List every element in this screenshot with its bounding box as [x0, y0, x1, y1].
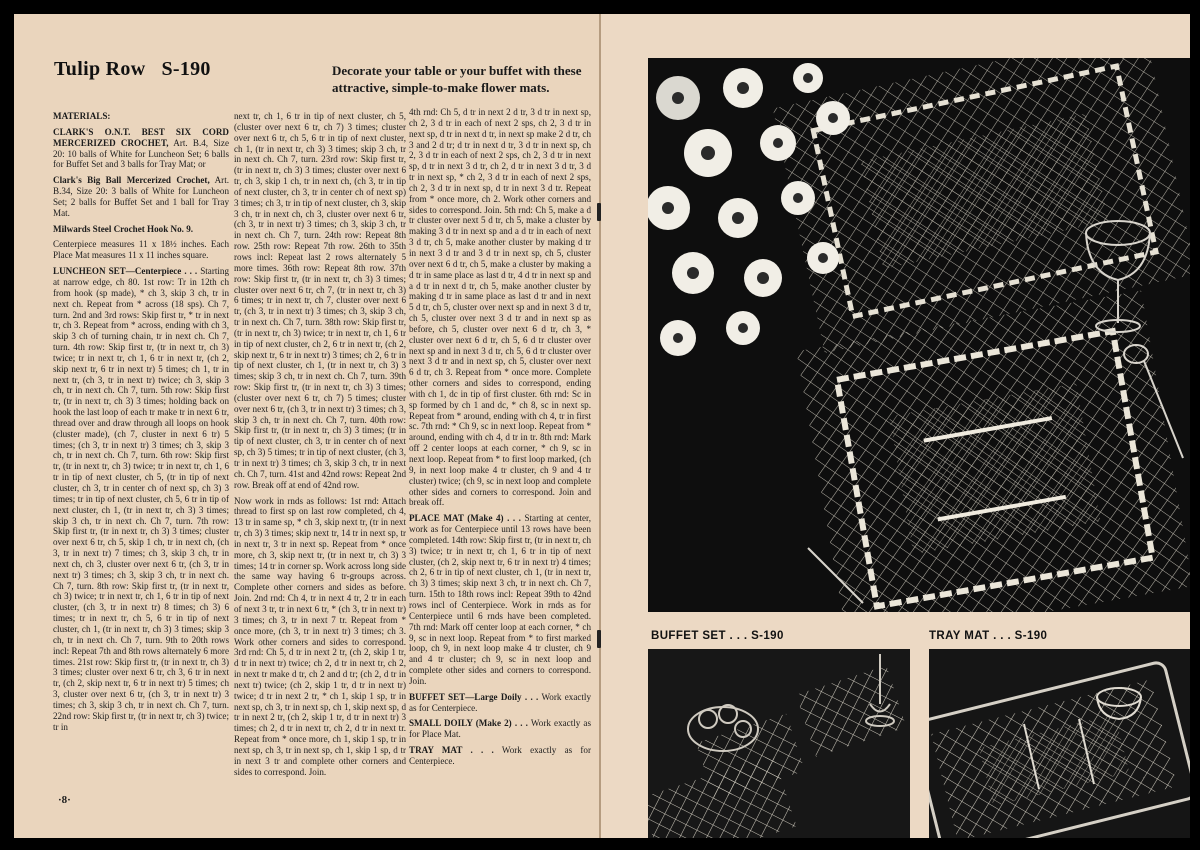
materials-heading [53, 111, 229, 122]
instruction-paragraph [409, 745, 591, 767]
instruction-paragraph [234, 111, 406, 491]
paragraph-text: Work exactly as for Centerpiece. [409, 691, 591, 713]
paragraph-text: next tr, ch 1, 6 tr in tip of next cluster, ch 5, (cluster over next 6 tr, ch 7) 3 times; cluster over next 6 tr, ch 5, 6 tr in tip of next cluster, ch 1, (tr in next tr, ch 3) 3 times; skip 3 ch, tr in next ch. Ch 7, turn. 23rd row: Skip first tr, (tr in next tr, ch 3) 3 times; cluster over next 6 tr, ch 3, skip 1 ch, tr in next ch, (ch 3, tr in tip of next cluster, ch 3, tr in center ch of next sp) 3 times; ch 3, tr in tip of next cluster, ch 3, skip 3 ch, tr in next ch, ch 3, cluster over next 6 tr, (ch 3, tr in next tr) 3 times; ch 3, skip 3 ch, tr in next ch. Ch 7, turn. 24th row: Repeat 8th row. 25th row: Repeat 7th row. 26th to 35th rows incl: Repeat last 2 rows alternately 5 more times. 36th row: Repeat 8th row. 37th row: Skip first tr, (tr in next tr, ch 3) 3 times; cluster over next 6 tr, ch 7, (tr in next tr, ch 3) 6 times; tr in next tr, ch 7, cluster over next 6 tr, (ch 3, tr in next tr) 3 times; ch 3, skip 3 ch, tr in next ch. Ch 7, turn. 38th row: Skip first tr, (tr in next tr, ch 3) twice; tr in next tr, ch 1, 6 tr in tip of next cluster, ch 2, 6 tr in next tr, (ch 2, skip next tr, 6 tr in next tr) 3 times; ch 2, 6 tr in tip of next cluster, ch 1, (tr in next tr, ch 3) 3 times; skip 3 ch, tr in next ch. Ch 7, turn. 39th row: Skip first tr, (tr in next tr, ch 3) 3 times; (cluster over next 6 tr, ch 7) 5 times; cluster over next 6 tr, (ch 3, tr in next tr) 3 times; ch 3, skip 3 ch, tr in next ch. Ch 7, turn. 40th row: Skip first tr, (tr in next tr, ch 3) 3 times; (tr in tip of next cluster, ch 3, tr in center ch of next sp, ch 3) 5 times; tr in tip of next cluster, (ch 3, tr in next tr) 3 times; ch 3, skip 3 ch, tr in next ch. Ch 7, turn. 41st and 42nd rows: Repeat 2nd row. Break off at end of 42nd row. [234, 111, 406, 490]
paragraph-text: Work exactly as for Centerpiece. [409, 745, 591, 766]
doily-photo-illustration [648, 58, 1190, 612]
paragraph-text: Art. B.34, Size 20: 3 balls of White for Luncheon Set; 2 balls for Buffet Set and 1 ball for Tray Mat. [53, 175, 229, 218]
paragraph-lead: Clark's Big Ball Mercerized Crochet, [53, 175, 210, 186]
paragraph-lead: Milwards Steel Crochet Hook No. 9. [53, 223, 194, 234]
instruction-paragraph [409, 107, 591, 508]
paragraph-lead: LUNCHEON SET—Centerpiece . . . [53, 266, 198, 277]
paragraph-text: 4th rnd: Ch 5, d tr in next 2 d tr, 3 d tr in next sp, ch 2, 3 d tr in each of next 2 sps, ch 2, 3 d tr in next sp, d tr in next d tr, in next sp make 2 d tr, ch 3 and 2 d tr; d tr in next d tr, 3 d tr in next sp, ch 2, 3 d tr in each of next 2 sps, ch 2, 3 d tr in next sp, d tr in next 3 d tr, ch 2, d tr in next 3 d tr, 3 d tr in next sp, * ch 2, 3 d tr in each of next 2 sps, ch 2, 3 d tr in next sp, d tr in next 3 d tr. Repeat from * once more, ch 2. Work other corners and sides to correspond. Join. 5th rnd: Ch 5, make a d tr cluster over next 5 d tr, ch 5, make a cluster by making 3 d tr in next sp and a d tr in each of next 3 d tr, ch 5, make another cluster by making d tr in next 3 d tr and 3 d tr in next sp, ch 5, cluster over next 6 d tr, ch 5, make a cluster by making a d tr in same place as last d tr, 4 d tr in next sp and a d tr in next d tr, ch 5, make another cluster by making d tr in same place as last d tr and in next 5 d tr, ch 5, cluster over next sp and in next 3 d tr, ch 5, cluster over next 3 d tr and in next sp as before, ch 5, cluster over next 6 d tr, ch 3, * cluster over next 6 d tr, ch 5, 6 d tr cluster over next sp and in next 3 d tr, ch 5, 6 d tr cluster over next 3 d tr and in next sp, ch 5, cluster over next 6 d tr, ch 3. Repeat from * once more. Complete other corners and sides to correspond, ending with ch 1, dc in tip of first cluster. 6th rnd: Sc in sp formed by ch 1 and dc, * ch 8, sc in next sp. Repeat from * around, ending with ch 4, tr in first sc. 7th rnd: * Ch 9, sc in next loop. Repeat from * around, ending with ch 4, d tr in tr. 8th rnd: Mark off 2 center loops at each corner, * ch 9, sc in next loop. Repeat from * to first loop marked, (ch 9, in next loop make 4 tr cluster, ch 9 and 4 tr cluster) twice; (ch 9, sc in next loop and complete other sides and corners to correspond. Join and break off. [409, 107, 591, 508]
paragraph-lead: SMALL DOILY (Make 2) . . . [409, 718, 528, 729]
heading-text: MATERIALS: [53, 111, 111, 121]
instruction-paragraph [53, 239, 229, 261]
instruction-paragraph [53, 175, 229, 218]
buffet-set-illustration [648, 649, 910, 838]
paragraph-lead: CLARK'S O.N.T. BEST SIX CORD MERCERIZED CROCHET, [53, 126, 229, 148]
paragraph-lead: BUFFET SET—Large Doily . . . [409, 691, 539, 702]
paragraph-text: Starting at center, work as for Centerpiece until 13 rows have been completed. 14th row: Skip first tr, (tr in next tr, ch 3) twice; tr in next tr, ch 1, 6 tr in tip of next cluster, (ch 2, skip next tr, 6 tr in next tr) 4 times; ch 2, 6 tr in tip of next cluster, ch 1, (tr in next tr, ch 3) 3 times; skip next 3 ch, tr in next ch. Ch 7, turn. 15th to 18th rows incl: Repeat 39th to 42nd rows incl of Centerpiece. Work in rnds as for Centerpiece until 6 rnds have been completed. 7th rnd: Mark off center loop at each corner, * ch 9, sc in next loop. Repeat from * to first marked loop, ch 9, in next loop make 4 tr cluster, ch 9 and 4 tr cluster; ch 9, sc in next loop and complete other sides and corners to correspond. Join. [409, 513, 591, 686]
pattern-title [54, 58, 211, 81]
paragraph-text: Work exactly as for Place Mat. [409, 718, 591, 740]
paragraph-text: Centerpiece measures 11 x 18½ inches. Each Place Mat measures 11 x 11 inches square. [53, 239, 229, 261]
staple [597, 630, 601, 648]
buffet-set-caption: BUFFET SET . . . S-190 [651, 630, 784, 642]
tray-mat-caption: TRAY MAT . . . S-190 [929, 630, 1048, 642]
spine [599, 14, 601, 838]
text-column-2 [234, 111, 406, 814]
text-column-3 [409, 107, 591, 812]
instruction-paragraph [409, 692, 591, 714]
paragraph-text: Starting at narrow edge, ch 80. 1st row: Tr in 12th ch from hook (sp made), * ch 3, skip 3 ch, tr in next ch. Repeat from * across (18 sps). Ch 7, turn. 2nd and 3rd rows: Skip first tr, * tr in next tr, ch 3. Repeat from * across, ending with ch 3, skip 3 ch of turning chain, tr in next ch. Ch 7, turn. 4th row: Skip first tr, (tr in next tr, ch 3) twice; tr in next tr, ch 1, 6 tr in next tr, (ch 2, skip next tr, 6 tr in next tr) 5 times; ch 1, tr in next tr, (ch 3, tr in next tr) twice; ch 3, skip 3 ch, tr in next ch. Ch 7, turn. 5th row: Skip first tr, (tr in next tr, ch 3) 3 times; holding back on hook the last loop of each tr make tr in next 6 tr, thread over and draw through all loops on hook (cluster made), (ch 7, cluster in next 6 tr) 5 times; (ch 3, tr in next tr) 3 times; ch 3, skip 3 ch, tr in next ch. Ch 7, turn. 6th row: Skip first tr, (tr in next tr, ch 3) twice; tr in next tr, ch 1, 6 tr in tip of next cluster, ch 5, (tr in tip of next cluster, ch 3, tr in center ch of next sp, ch 3) 3 times; tr in tip of next cluster, ch 5, 6 tr in tip of next cluster, ch 1, (tr in next tr, ch 3) 3 times; skip 3 ch, tr in next ch. Ch 7, turn. 7th row: Skip first tr, (tr in next tr, ch 3) 3 times; cluster over next 6 tr, ch 5, skip 1 ch, tr in next ch, (ch 3, tr in next tr) 7 times; ch 3, skip 3 ch, tr in next ch, ch 3, cluster over next 6 tr, (ch 3, tr in next tr) 3 times; ch 3, skip 3 ch, tr in next ch. Ch 7, turn. 8th row: Skip first tr, (tr in next tr, ch 3) twice; tr in next tr, ch 1, 6 tr in tip of next cluster, (ch 3, tr in next tr) 8 times; ch 3) 6 times; tr in next tr, ch 5, 6 tr in tip of next cluster, ch 1, (tr in next tr, ch 3) 3 times; skip 3 ch, tr in next ch. Ch 7, turn. 9th to 20th rows incl: Repeat 7th and 8th rows alternately 6 more times. 21st row: Skip first tr, (tr in next tr, ch 3) 3 times; cluster over next 6 tr, ch 3, 6 tr in next tr, (ch 2, skip next tr, 6 tr in next tr) 5 times; ch 3, cluster over next 6 tr, (ch 3, tr in next tr) 3 times; ch 3, skip 3 ch, tr in next ch. Ch 7, turn. 22nd row: Skip first tr, (tr in next tr, ch 3) twice; tr in [53, 266, 229, 732]
paragraph-lead: TRAY MAT . . . [409, 745, 494, 756]
pattern-code: S-190 [161, 58, 211, 80]
tray-mat-photo [929, 649, 1190, 838]
text-column-1 [53, 111, 229, 801]
page-number: ·8· [58, 794, 71, 806]
paragraph-lead: PLACE MAT (Make 4) . . . [409, 513, 521, 524]
tagline: Decorate your table or your buffet with these attractive, simple-to-make flower mats. [332, 63, 582, 95]
tray-mat-illustration [929, 649, 1190, 838]
buffet-set-photo [648, 649, 910, 838]
paragraph-text: Art. B.4, Size 20: 10 balls of White for Luncheon Set; 6 balls for Buffet Set and 3 balls for Tray Mat; or [53, 137, 229, 170]
main-photo [648, 58, 1190, 612]
staple [597, 203, 601, 221]
instruction-paragraph [234, 496, 406, 778]
instruction-paragraph [53, 127, 229, 170]
instruction-paragraph [409, 513, 591, 687]
pattern-name: Tulip Row [54, 58, 146, 80]
paragraph-text: Now work in rnds as follows: 1st rnd: Attach thread to first sp on last row completed, ch 4, 13 tr in same sp, * ch 3, skip next tr, (tr in next tr, ch 3) 3 times; skip next tr, 14 tr in next sp, tr in next tr, 3 tr in next sp. Repeat from * once more, ch 3, skip next tr, (tr in next tr, ch 3) 3 times; 14 tr in corner sp. Work across long side the same way having 6 tr-groups across. Complete other corners and sides as before. Join. 2nd rnd: Ch 4, tr in next 4 tr, 2 tr in each of next 3 tr, tr in next 6 tr, * (ch 3, tr in next tr) 3 times; ch 3, tr in next 7 tr. Repeat from * once more, (ch 3, tr in next tr) 3 times; ch 3. Work other corners and sides to correspond. 3rd rnd: Ch 5, d tr in next 2 tr, (ch 2, skip 1 tr, d tr in next tr) twice; ch 2, d tr in next tr, ch 2, in next tr make d tr, ch 2 and d tr; (ch 2, d tr in next tr) twice; (ch 2, skip 1 tr, d tr in next tr) twice; d tr in next 2 tr, * ch 1, skip 1 sp, tr in next sp, ch 3, tr in next sp, ch 1, skip next sp, d tr in next 2 tr, (ch 2, skip 1 tr, d tr in next tr) 3 times; ch 2, d tr in next tr, ch 2, d tr in next tr. Repeat from * once more, ch 1, skip 1 sp, tr in next sp, ch 3, tr in next sp, ch 1, skip 1 sp, d tr in next 3 tr and complete other corners and sides to correspond. Join. [234, 495, 406, 777]
instruction-paragraph [53, 224, 229, 235]
instruction-paragraph [53, 266, 229, 732]
instruction-paragraph [409, 718, 591, 740]
